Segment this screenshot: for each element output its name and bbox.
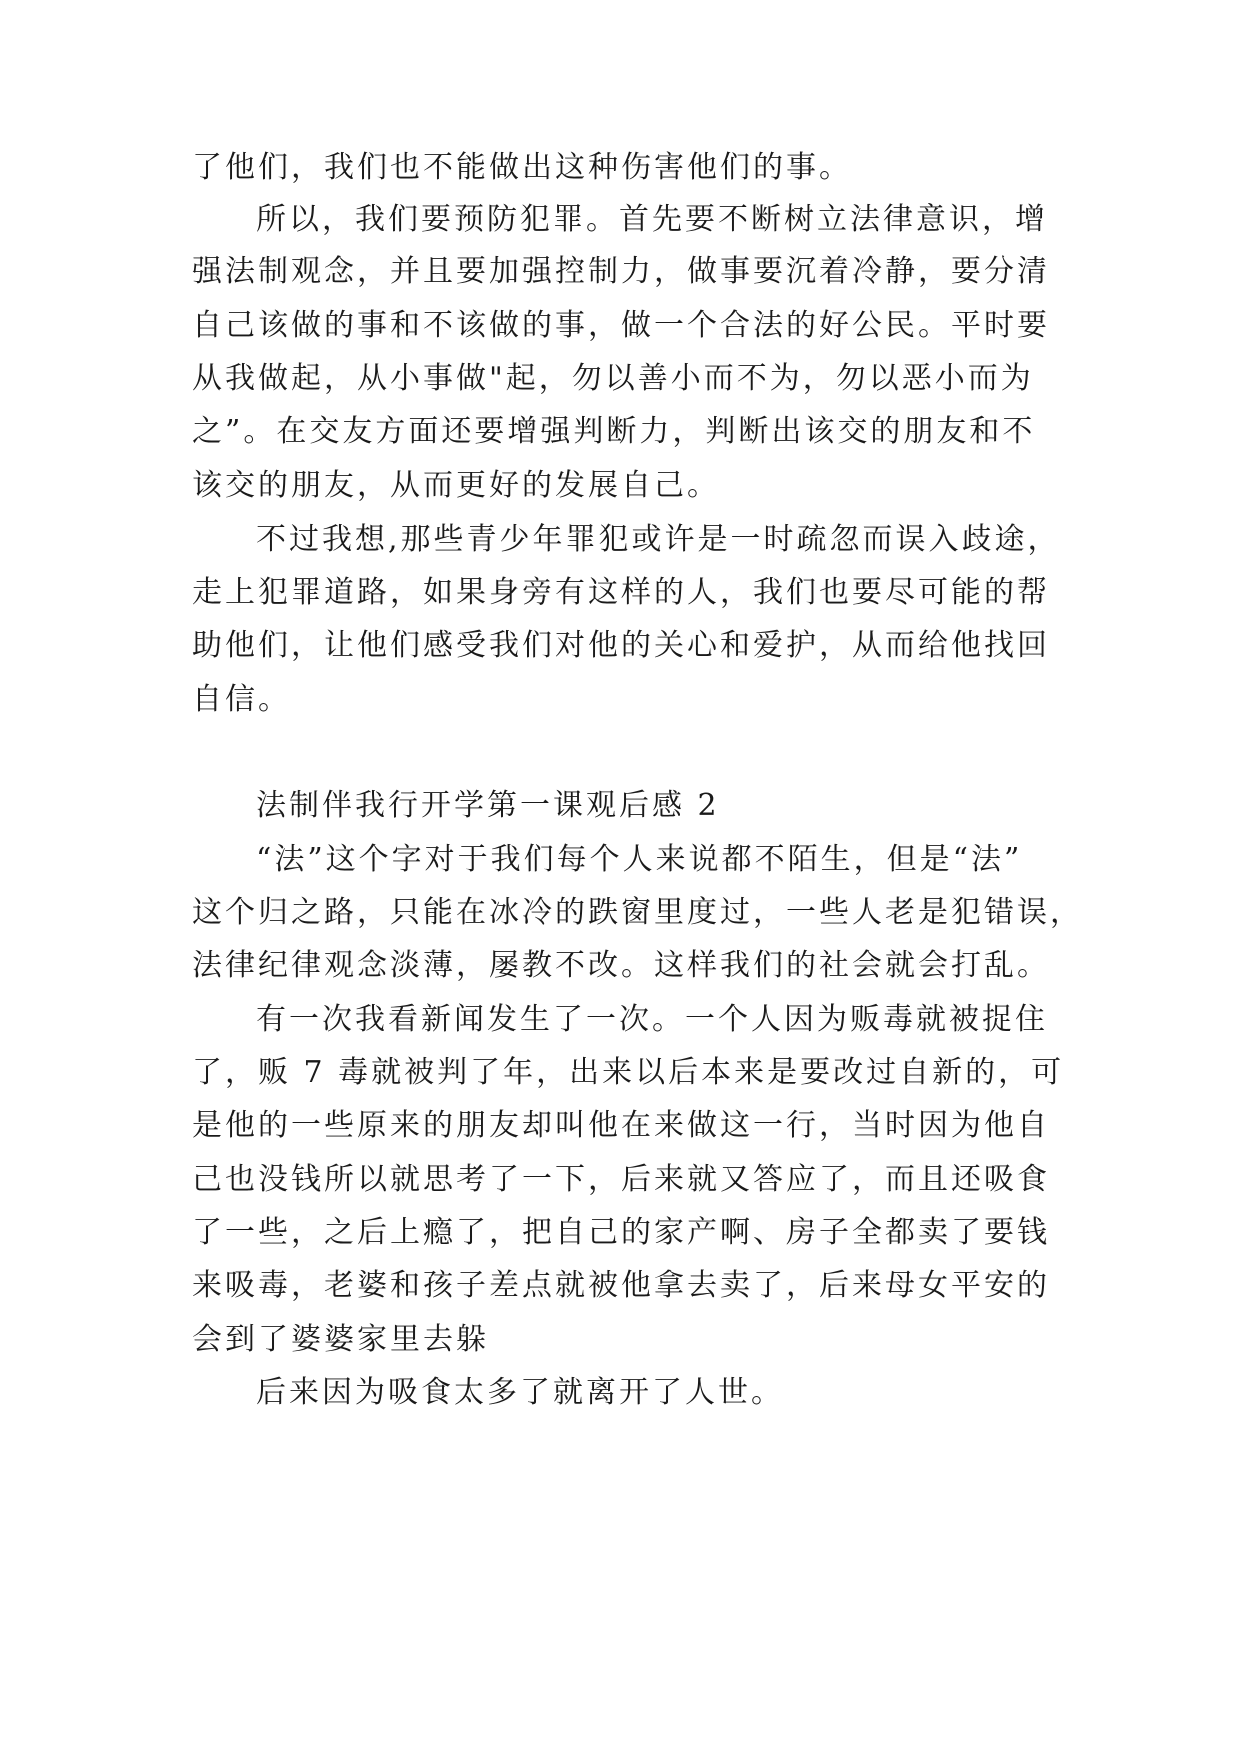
text-line: 助他们，让他们感受我们对他的关心和爱护，从而给他找回 [192,628,1050,663]
text-line: 之”。在交友方面还要增强判断力，判断出该交的朋友和不 [192,414,1036,449]
text-line: 所以，我们要预防犯罪。首先要不断树立法律意识，增 [256,202,1048,237]
text-line: 会到了婆婆家里去躲 [192,1322,489,1357]
text-line: 来吸毒，老婆和孩子差点就被他拿去卖了，后来母女平安的 [192,1268,1050,1303]
text-line: 己也没钱所以就思考了一下，后来就又答应了，而且还吸食 [192,1162,1050,1197]
text-line: 强法制观念，并且要加强控制力，做事要沉着冷静，要分清 [192,254,1050,289]
text-line: 这个归之路，只能在冰冷的跌窗里度过，一些人老是犯错误， [192,895,1083,930]
text-line: 不过我想,那些青少年罪犯或许是一时疏忽而误入歧途， [256,522,1061,557]
text-line: 后来因为吸食太多了就离开了人世。 [256,1375,784,1410]
text-line: 了，贩 7 毒就被判了年，出来以后本来是要改过自新的，可 [192,1055,1065,1090]
section-heading: 法制伴我行开学第一课观后感 2 [256,788,720,823]
text-line: 从我做起，从小事做"起，勿以善小而不为，勿以恶小而为 [192,361,1034,396]
text-line: 自信。 [192,682,291,717]
text-line: 走上犯罪道路，如果身旁有这样的人，我们也要尽可能的帮 [192,575,1050,610]
text-line: “法”这个字对于我们每个人来说都不陌生，但是“法” [256,842,1023,877]
text-line: 有一次我看新闻发生了一次。一个人因为贩毒就被捉住 [256,1002,1048,1037]
text-line: 法律纪律观念淡薄，屡教不改。这样我们的社会就会打乱。 [192,948,1050,983]
text-line: 了一些，之后上瘾了，把自己的家产啊、房子全都卖了要钱 [192,1215,1050,1250]
text-line: 是他的一些原来的朋友却叫他在来做这一行，当时因为他自 [192,1108,1050,1143]
text-line: 该交的朋友，从而更好的发展自己。 [192,468,720,503]
text-line: 自己该做的事和不该做的事，做一个合法的好公民。平时要 [192,308,1050,343]
text-line: 了他们，我们也不能做出这种伤害他们的事。 [192,150,852,185]
